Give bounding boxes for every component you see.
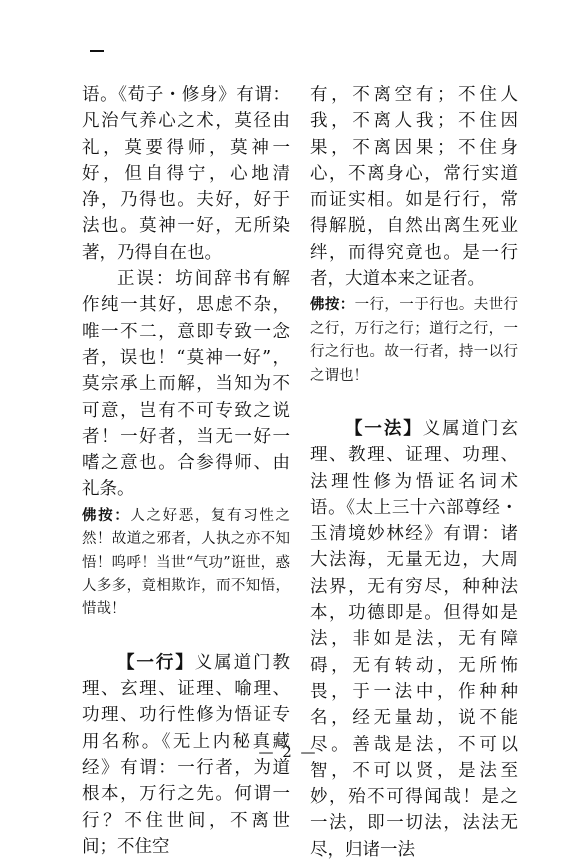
header-rule xyxy=(90,50,104,52)
entry-title: 【一法】 xyxy=(345,419,423,439)
note-text: 一行，一于行也。夫世行之行，万行之行；道行之行，一行之行也。故一行者，持一以行之谓也！ xyxy=(310,297,519,384)
note-lead: 佛按： xyxy=(82,507,131,524)
entry-text: 义属道门玄理、教理、证理、功理、法理性修为悟证名词术语。《太上三十六部尊经・玉清境妙林经》有谓：诸大法海，无量无边，大周法界，无有穷尽，种种法本，功德即是。但得如是法，非如是法，无有障碍，无有转动，无所怖畏，于一法中，作种种名，经无量劫，说不能尽。善哉是法，不可以智，不可以贤，是法至妙，殆不可得闻哉！是之一法，即一切法，法法无尽，归诸一法 xyxy=(310,419,518,860)
left-paragraph-1: 语。《荀子・修身》有谓：凡治气养心之术，莫径由礼，莫要得师，莫神一好，但自得宁，心地清净，乃得也。夫好，好于法也。莫神一好，无所染著，乃得自在也。 xyxy=(82,85,290,263)
left-paragraph-correction: 正误：坊间辞书有解作纯一其好，思虑不杂，唯一不二，意即专致一念者，误也！“莫神一好”，莫宗承上而解，当知为不可意，岂有不可专致之说者！一好者，当无一好一嗜之意也。合参得师、由礼条。 xyxy=(82,269,290,500)
note-text: 人之好恶，复有习性之然！故道之邪者，人执之亦不知悟！呜呼！当世“气功”诳世，惑人多多，竟相欺诈，而不知悟，惜哉！ xyxy=(82,507,290,618)
entry-text: 义属道门教理、玄理、证理、喻理、功理、功行性修为悟证专用名称。《无上内秘真藏经》有谓：一行者，为道根本，万行之先。何谓一行？不住世间，不离世间；不住空 xyxy=(82,652,290,857)
entry-yifa xyxy=(310,416,518,863)
right-paragraph-1: 有，不离空有；不住人我，不离人我；不住因果，不离因果；不住身心，不离身心，常行实道而证实相。如是行行，常得解脱，自然出离生死业绊，而得究竟也。是一行者，大道本来之证者。 xyxy=(310,85,518,290)
entry-gap xyxy=(82,622,290,650)
note-lead: 佛按： xyxy=(310,297,355,314)
right-note xyxy=(310,294,518,388)
left-note xyxy=(82,505,290,622)
page-number: — 2 — xyxy=(258,743,318,761)
entry-gap xyxy=(310,388,518,416)
entry-title: 【一行】 xyxy=(117,652,195,673)
